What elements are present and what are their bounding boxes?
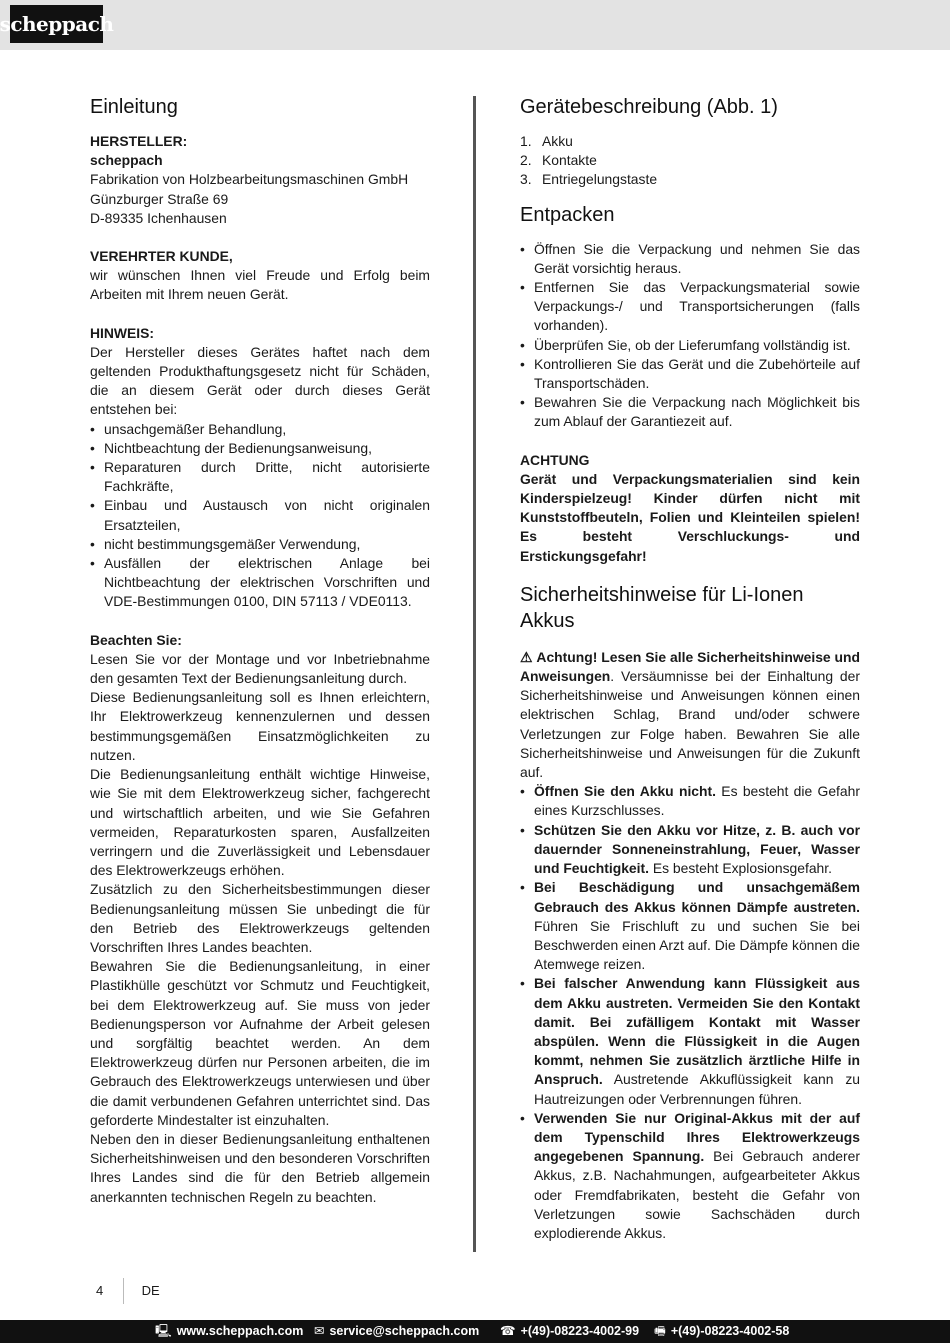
- header-bar: [0, 0, 950, 50]
- customer-label: VEREHRTER KUNDE,: [90, 248, 233, 265]
- attention-label: ACHTUNG: [520, 451, 590, 468]
- unpack-title: Entpacken: [520, 203, 615, 226]
- observe-paragraph: Diese Bedienungsanleitung soll es Ihnen erleichtern, Ihr Elektrowerkzeug kennenzulernen und dessen bestimmungsgemäßen Einsatzmöglichkeiten zu nutzen.: [90, 689, 430, 763]
- email-contact[interactable]: [314, 1320, 479, 1343]
- note-list: [90, 420, 430, 612]
- list-item: • Entfernen Sie das Verpackungsmaterial sowie Verpackungs-/ und Transportsicherungen (falls vorhanden).: [520, 278, 860, 336]
- list-item: • Kontrollieren Sie das Gerät und die Zubehörteile auf Transportschäden.: [520, 355, 860, 393]
- observe-paragraph: Bewahren Sie die Bedienungsanleitung, in einer Plastikhülle geschützt vor Schmutz und Feuchtigkeit, bei dem Elektrowerkzeug auf. Sie muss von jeder Bedienungsperson vor Aufnahme der Arbeit gelesen und sorgfältig beachtet werden. An dem Elektrowerkzeug dürfen nur Personen arbeiten, die im Gebrauch des Elektrowerkzeugs unterwiesen und über die damit verbundenen Gefahren unterrichtet sind. Das geforderte Mindestalter ist einzuhalten.: [90, 958, 430, 1128]
- contact-bar: [0, 1320, 950, 1343]
- safety-list: [520, 782, 860, 1243]
- list-item: • Öffnen Sie die Verpackung und nehmen Sie das Gerät vorsichtig heraus.: [520, 240, 860, 278]
- list-item: [520, 132, 860, 151]
- item-bold: Bei falscher Anwendung kann Flüssigkeit aus dem Akku austreten. Vermeiden Sie den Kontakt damit. Bei zufälligem Kontakt mit Wasser abspülen. Wenn die Flüssigkeit in die Augen kommt, nehmen Sie zusätzlich ärztliche Hilfe in Anspruch.: [534, 975, 860, 1088]
- email-link[interactable]: service@scheppach.com: [329, 1324, 480, 1338]
- list-item: [520, 782, 860, 820]
- intro-title: Einleitung: [90, 96, 178, 118]
- left-column: [90, 94, 430, 1207]
- observe-paragraph: Neben den in dieser Bedienungsanleitung enthaltenen Sicherheitshinweisen und den besonderen Vorschriften Ihres Landes sind die für den Betrieb allgemein anerkannten technischen Regeln zu beachten.: [90, 1130, 430, 1205]
- item-number: 2.: [520, 152, 532, 169]
- fax-number: +(49)-08223-4002-58: [670, 1324, 790, 1338]
- item-bold: Schützen Sie den Akku vor Hitze, z. B. auch vor dauernder Sonneneinstrahlung, Feuer, Wasser und Feuchtigkeit.: [534, 821, 860, 877]
- scheppach-logo: scheppach: [10, 5, 103, 43]
- page-number: 4: [96, 1283, 104, 1298]
- observe-paragraph: Lesen Sie vor der Montage und vor Inbetriebnahme den gesamten Text der Bedienungsanleitung durch.: [90, 650, 430, 687]
- website-link[interactable]: www.scheppach.com: [176, 1324, 304, 1338]
- safety-title: Sicherheitshinweise für Li-Ionen Akkus: [520, 583, 804, 632]
- mail-icon: ✉: [314, 1324, 325, 1338]
- item-bold: Öffnen Sie den Akku nicht.: [534, 783, 716, 800]
- fax-contact: [654, 1320, 789, 1343]
- observe-label: Beachten Sie:: [90, 631, 182, 648]
- list-item: • Einbau und Austausch von nicht originalen Ersatzteilen,: [90, 496, 430, 534]
- item-text: Austretende Akkuflüssigkeit kann zu Hautreizungen oder Verbrennungen führen.: [534, 1071, 860, 1107]
- observe-paragraph: Die Bedienungsanleitung enthält wichtige Hinweise, wie Sie mit dem Elektrowerkzeug sicher, fachgerecht und wirtschaftlich arbeiten, und wie Sie Gefahren vermeiden, Reparaturkosten sparen, Ausfallzeiten verringern und die Zuverlässigkeit und Lebensdauer des Elektrowerkzeugs erhöhen.: [90, 766, 430, 879]
- list-item: [520, 878, 860, 974]
- manufacturer-name: scheppach: [90, 152, 163, 169]
- safety-intro: [520, 648, 860, 782]
- item-number: 1.: [520, 133, 532, 149]
- language-code: DE: [141, 1283, 160, 1298]
- item-bold: Bei Beschädigung und unsachgemäßem Gebrauch des Akkus können Dämpfe austreten.: [534, 879, 860, 915]
- website-contact[interactable]: [155, 1320, 303, 1343]
- unpack-list: [520, 240, 860, 432]
- page-footer: [96, 1278, 160, 1304]
- customer-text: wir wünschen Ihnen viel Freude und Erfolg beim Arbeiten mit Ihrem neuen Gerät.: [90, 267, 430, 303]
- item-text: Akku: [542, 133, 573, 149]
- list-item: • unsachgemäßer Behandlung,: [90, 420, 430, 439]
- item-text: Führen Sie Frischluft zu und suchen Sie bei Beschwerden einen Arzt auf. Die Dämpfe können die Atemwege reizen.: [534, 917, 860, 973]
- observe-paragraph: Zusätzlich zu den Sicherheitsbestimmungen dieser Bedienungsanleitung müssen Sie unbedingt die für den Betrieb des Elektrowerkzeugs geltenden Vorschriften Ihres Landes beachten.: [90, 881, 430, 955]
- list-item: [520, 170, 860, 189]
- address-line: Günzburger Straße 69: [90, 190, 229, 207]
- warning-triangle-icon: ⚠: [520, 648, 533, 665]
- phone-number: +(49)-08223-4002-99: [520, 1324, 640, 1338]
- note-label: HINWEIS:: [90, 324, 155, 341]
- list-item: • Überprüfen Sie, ob der Lieferumfang vollständig ist.: [520, 336, 860, 355]
- safety-intro-bold: Achtung! Lesen Sie alle Sicherheitshinweise und Anweisungen: [520, 648, 861, 685]
- manufacturer-label: HERSTELLER:: [90, 133, 188, 149]
- item-text: Es besteht die Gefahr eines Kurzschlusses.: [534, 783, 860, 819]
- list-item: • Nichtbeachtung der Bedienungsanweisung,: [90, 439, 430, 458]
- list-item: [520, 1109, 860, 1243]
- device-description-title: Gerätebeschreibung (Abb. 1): [520, 96, 778, 118]
- list-item: • Reparaturen durch Dritte, nicht autorisierte Fachkräfte,: [90, 458, 430, 496]
- item-text: Entriegelungstaste: [542, 171, 658, 188]
- list-item: • Ausfällen der elektrischen Anlage bei Nichtbeachtung der elektrischen Vorschriften und VDE-Bestimmungen 0100, DIN 57113 / VDE0113.: [90, 554, 430, 612]
- address-line: Fabrikation von Holzbearbeitungsmaschinen GmbH: [90, 171, 409, 188]
- column-divider: [473, 96, 476, 1252]
- list-item: • Bewahren Sie die Verpackung nach Möglichkeit bis zum Ablauf der Garantiezeit auf.: [520, 393, 860, 431]
- item-bold: Verwenden Sie nur Original-Akkus mit der auf dem Typenschild Ihres Elektrowerkzeugs angegebenen Spannung.: [534, 1109, 860, 1165]
- safety-intro-text: . Versäumnisse bei der Einhaltung der Sicherheitshinweise und Anweisungen können einen elektrischen Schlag, Brand und/oder schwere Verletzungen zur Folge haben. Bewahren Sie alle Sicherheitshinweise und Anweisungen für die Zukunft auf.: [520, 668, 860, 781]
- note-text: Der Hersteller dieses Gerätes haftet nach dem geltenden Produkthaftungsgesetz nicht für Schäden, die an diesem Gerät oder durch dieses Gerät entstehen bei:: [90, 343, 430, 418]
- attention-text: Gerät und Verpackungsmaterialien sind kein Kinderspielzeug! Kinder dürfen nicht mit Kunststoffbeuteln, Folien und Kleinteilen spielen! Es besteht Verschluckungs- und Erstickungsgefahr!: [520, 470, 860, 564]
- list-item: [520, 151, 860, 170]
- item-text: Es besteht Explosionsgefahr.: [648, 860, 832, 877]
- list-item: [520, 974, 860, 1108]
- right-column: [520, 94, 860, 1243]
- computer-icon: 🖳: [155, 1324, 172, 1338]
- list-item: • nicht bestimmungsgemäßer Verwendung,: [90, 535, 430, 554]
- phone-contact: [500, 1320, 639, 1343]
- address-line: D-89335 Ichenhausen: [90, 209, 227, 226]
- device-parts-list: [520, 132, 860, 190]
- list-item: [520, 821, 860, 879]
- item-number: 3.: [520, 171, 532, 188]
- footer-separator: [123, 1278, 124, 1304]
- fax-icon: 🖷: [654, 1324, 666, 1338]
- phone-icon: ☎: [500, 1324, 516, 1338]
- item-text: Kontakte: [542, 152, 597, 169]
- item-text: Bei Gebrauch anderer Akkus, z.B. Nachahmungen, aufgearbeiteter Akkus oder Fremdfabrikaten, besteht die Gefahr von Verletzungen sowie Sachschäden durch explodierende Akkus.: [534, 1148, 860, 1241]
